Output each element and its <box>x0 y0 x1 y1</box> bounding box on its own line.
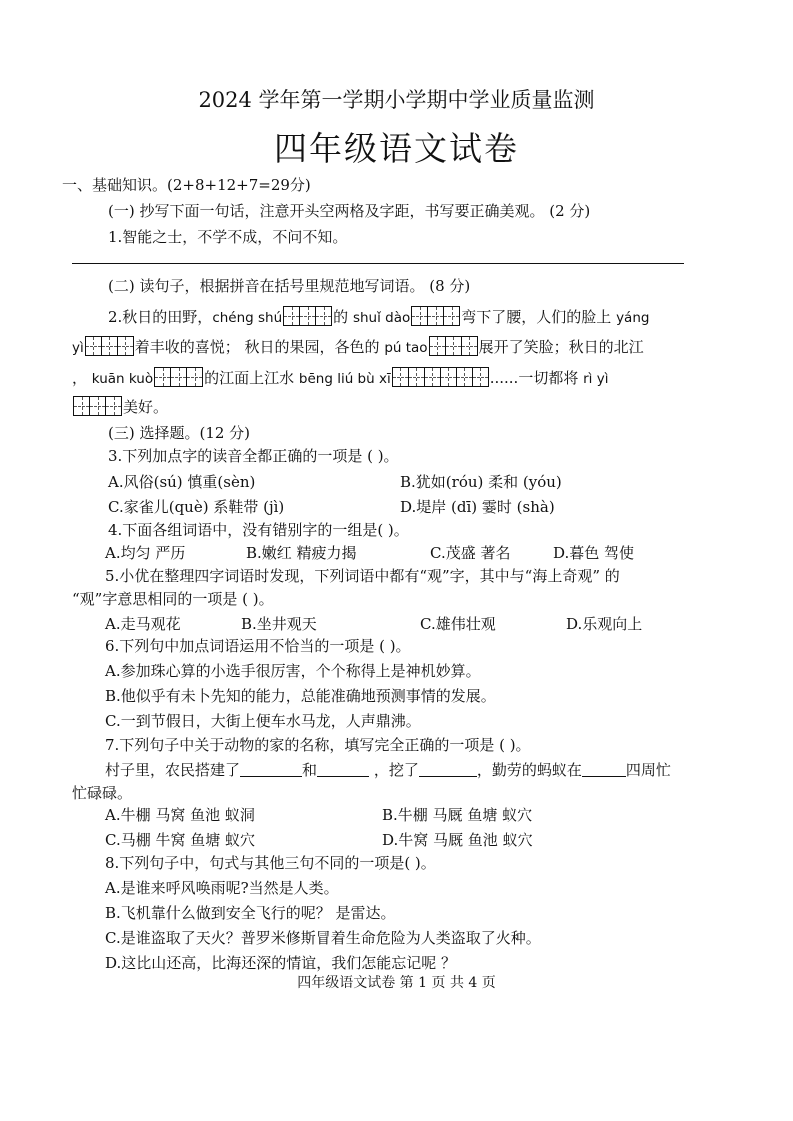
option-6c: C.一到节假日，大街上便车水马龙，人声鼎沸。 <box>105 712 421 730</box>
q7-sentence-cont: 忙碌碌。 <box>72 784 133 802</box>
question-4: 4.下面各组词语中，没有错别字的一组是( )。 <box>108 521 409 539</box>
q2-line2 <box>72 336 644 358</box>
option-6b: B.他似乎有未卜先知的能力，总能准确地预测事情的发展。 <box>105 687 496 705</box>
question-5-cont: “观”字意思相同的一项是 ( )。 <box>72 590 274 608</box>
q7-text: ，勤劳的蚂蚁在 <box>476 761 582 779</box>
q2-line3 <box>72 367 608 389</box>
q2-text: 的 <box>333 308 349 326</box>
question-5: 5.小优在整理四字词语时发现，下列词语中都有“观”字，其中与“海上奇观” 的 <box>105 567 620 585</box>
option-6a: A.参加珠心算的小选手很厉害，个个称得上是神机妙算。 <box>105 662 481 680</box>
page-footer: 四年级语文试卷 第 1 页 共 4 页 <box>297 975 496 991</box>
option-4b: B.嫩红 精疲力揭 <box>246 544 357 562</box>
fill-blank[interactable] <box>582 760 626 777</box>
answer-box[interactable] <box>392 367 489 387</box>
pinyin: shuǐ dào <box>352 310 411 326</box>
option-7a: A.牛棚 马窝 鱼池 蚁洞 <box>105 806 255 824</box>
q2-text: 美好。 <box>123 398 169 416</box>
q7-text: 村子里，农民搭建了 <box>105 761 241 779</box>
option-7d: D.牛窝 马厩 鱼池 蚁穴 <box>382 831 533 849</box>
q2-text: 的江面上江水 <box>204 369 295 387</box>
option-7b: B.牛棚 马厩 鱼塘 蚁穴 <box>382 806 533 824</box>
q7-text: 四周忙 <box>625 761 671 779</box>
answer-box[interactable] <box>85 336 134 356</box>
q2-line4 <box>72 396 168 417</box>
answer-box[interactable] <box>283 306 332 326</box>
option-3b: B.犹如(róu) 柔和 (yóu) <box>400 473 562 491</box>
fill-blank[interactable] <box>419 760 477 777</box>
q2-text: 着丰收的喜悦； 秋日的果园，各色的 <box>134 338 380 356</box>
option-8c: C.是谁盗取了天火？普罗米修斯冒着生命危险为人类盗取了火种。 <box>105 929 541 947</box>
answer-box[interactable] <box>411 306 460 326</box>
q7-sentence <box>105 760 671 780</box>
copy-sentence: 1.智能之士，不学不成，不问不知。 <box>108 228 348 246</box>
option-4a: A.均匀 严历 <box>105 544 186 562</box>
option-4d: D.暮色 驾使 <box>553 544 635 562</box>
q2-text: 弯下了腰，人们的脸上 <box>461 308 612 326</box>
option-5b: B.坐井观天 <box>241 615 317 633</box>
question-7: 7.下列句子中关于动物的家的名称，填写完全正确的一项是 ( )。 <box>105 736 531 754</box>
q2-text: ......一切都将 <box>489 369 579 387</box>
option-3a: A.风俗(sú) 慎重(sèn) <box>108 473 256 491</box>
pinyin: rì yì <box>583 371 609 387</box>
pinyin: kuān kuò <box>91 371 154 387</box>
q7-text: 和 <box>302 761 318 779</box>
option-8b: B.飞机靠什么做到安全飞行的呢？ 是雷达。 <box>105 904 396 922</box>
q2-text: 展开了笑脸；秋日的北江 <box>478 338 644 356</box>
option-4c: C.茂盛 著名 <box>430 544 511 562</box>
question-3: 3.下列加点字的读音全都正确的一项是 ( )。 <box>108 447 399 465</box>
pinyin: yì <box>72 340 84 356</box>
fill-blank[interactable] <box>240 760 302 777</box>
q2-text: 2.秋日的田野， <box>108 308 213 326</box>
answer-box[interactable] <box>429 336 478 356</box>
pinyin: yáng <box>616 310 650 326</box>
q2-line1 <box>108 306 649 328</box>
fill-blank[interactable] <box>317 760 369 777</box>
option-5d: D.乐观向上 <box>566 615 643 633</box>
answer-box[interactable] <box>154 367 203 387</box>
part3-heading: (三) 选择题。(12 分) <box>108 424 251 442</box>
q7-text: ，挖了 <box>373 761 419 779</box>
exam-title: 四年级语文试卷 <box>274 129 519 168</box>
question-6: 6.下列句中加点词语运用不恰当的一项是 ( )。 <box>105 637 411 655</box>
option-3c: C.家雀儿(què) 系鞋带 (jì) <box>108 498 285 516</box>
option-8d: D.这比山还高，比海还深的情谊，我们怎能忘记呢 ？ <box>105 954 457 972</box>
part2-heading: (二) 读句子，根据拼音在括号里规范地写词语。 (8 分) <box>108 277 471 295</box>
question-8: 8.下列句子中，句式与其他三句不同的一项是( )。 <box>105 854 436 872</box>
q2-text: ， <box>72 369 88 387</box>
section-heading: 一、基础知识。(2+8+12+7=29分) <box>62 176 311 194</box>
pinyin: pú tao <box>384 340 428 356</box>
pinyin: bēng liú bù xī <box>298 371 391 387</box>
pinyin: chéng shú <box>212 310 283 326</box>
option-8a: A.是谁来呼风唤雨呢?当然是人类。 <box>105 879 339 897</box>
writing-line[interactable] <box>72 263 684 264</box>
answer-box[interactable] <box>73 396 122 416</box>
option-5c: C.雄伟壮观 <box>420 615 496 633</box>
exam-header-line: 2024 学年第一学期小学期中学业质量监测 <box>198 88 595 112</box>
option-5a: A.走马观花 <box>105 615 181 633</box>
option-7c: C.马棚 牛窝 鱼塘 蚁穴 <box>105 831 256 849</box>
option-3d: D.堤岸 (dī) 霎时 (shà) <box>400 498 555 516</box>
part1-heading: (一) 抄写下面一句话，注意开头空两格及字距，书写要正确美观。 (2 分) <box>108 202 591 220</box>
